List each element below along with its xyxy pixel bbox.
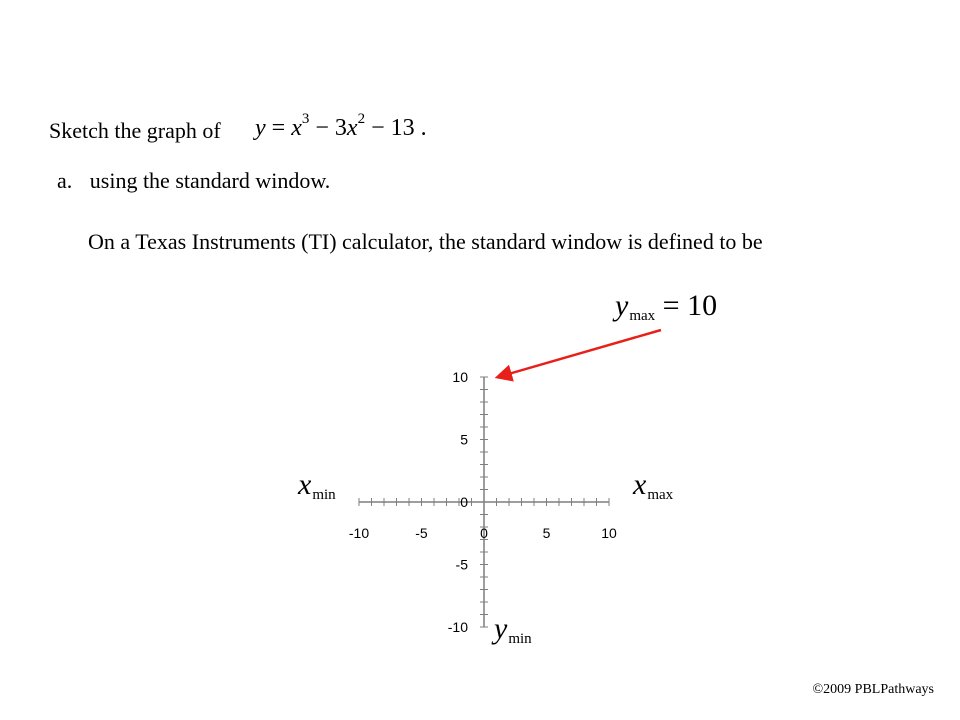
xmax-sub: max: [647, 487, 674, 503]
eq-y: y: [255, 115, 266, 141]
y-tick-label: -5: [455, 556, 468, 573]
eq-period: .: [420, 115, 427, 141]
ymax-pointer-arrow: [498, 330, 661, 377]
ymin-sub: min: [508, 631, 532, 647]
xmax-var: x: [633, 468, 647, 501]
eq-coef-3: 3: [334, 115, 347, 141]
eq-minus-1: −: [315, 115, 329, 141]
eq-constant: 13: [390, 115, 415, 141]
eq-x2: x: [346, 115, 358, 141]
y-tick-label: 10: [452, 369, 468, 385]
ymax-equals: =: [662, 289, 680, 322]
y-tick-label: 5: [460, 431, 468, 448]
x-tick-label: 10: [601, 525, 617, 541]
y-tick-label: -10: [447, 619, 468, 635]
x-tick-label: -10: [348, 525, 370, 541]
eq-equals: =: [271, 115, 286, 141]
ymax-var: y: [615, 289, 629, 322]
xmin-var: x: [298, 468, 312, 501]
x-tick-label: 0: [480, 525, 488, 541]
eq-power-3: 3: [301, 111, 310, 127]
description-text: On a Texas Instruments (TI) calculator, the standard window is defined to be: [88, 229, 763, 254]
part-a-letter: a.: [57, 168, 73, 193]
ymin-var: y: [494, 612, 508, 645]
ymax-sub: max: [629, 308, 656, 324]
eq-x1: x: [291, 115, 302, 141]
prompt-prefix: Sketch the graph of: [49, 118, 221, 143]
xmin-sub: min: [312, 487, 336, 503]
y-tick-label: 0: [460, 494, 468, 510]
eq-minus-2: −: [371, 115, 385, 141]
copyright-footer: ©2009 PBLPathways: [812, 682, 934, 697]
eq-power-2: 2: [357, 111, 366, 127]
x-tick-label: -5: [415, 525, 428, 541]
part-a-text: using the standard window.: [89, 168, 331, 193]
x-tick-label: 5: [542, 525, 551, 541]
ymax-value: 10: [687, 289, 718, 322]
